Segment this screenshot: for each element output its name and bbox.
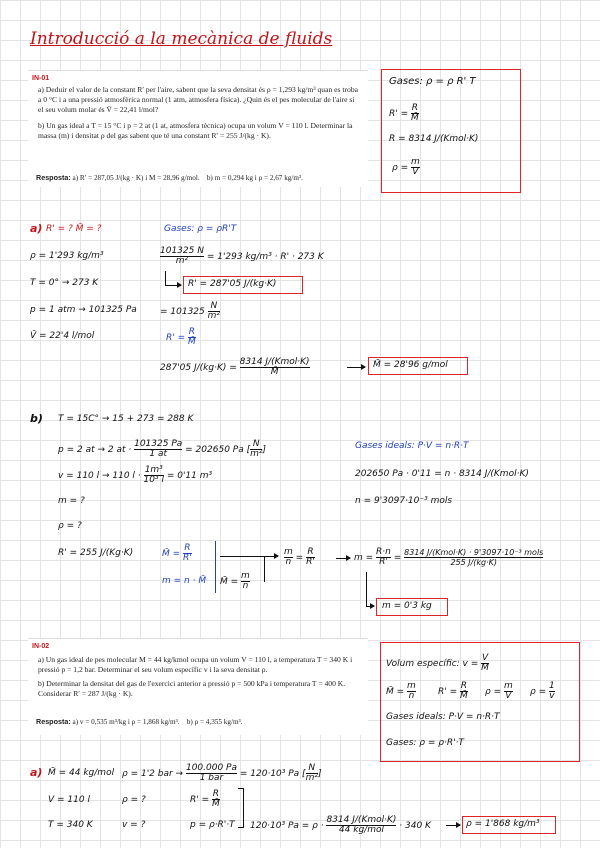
sol-2a-pressure: ρ = 1'2 bar → $\frac{100.000 Pa}{\text{1 bar}}$ = 120·10³ Pa [ $\frac{N}{\text{m²}}$ ] [122,763,322,783]
arrow-up [264,556,265,582]
result-density: ρ = 1'868 kg/m³ [466,819,540,829]
sol-2a-density-unknown: ρ = ? [122,795,146,805]
sol-a-eq2: 287'05 J/(kg·K) = $\frac{\text{8314 J/(Kmol·K)}}{M̄}$ [160,357,310,377]
sol-b-mass-eq: m = $\frac{R\cdot n}{R'}$ = $\frac{\text{8314 J/(Kmol·K) · 9'3097·10⁻³ mols}}{255 J/(kg\cdot K)}$ [354,547,544,567]
answer-b: b) ρ = 4,355 kg/m³. [186,718,243,726]
answer-a: a) v = 0,535 m³/kg i ρ = 1,868 kg/m³. [72,718,180,726]
sol-b-temperature: T = 15C° → 15 + 273 = 288 K [58,414,194,424]
result-rprime: R' = 287'05 J/(kg·K) [188,279,277,289]
sol-2a-specific-volume-unknown: v = ? [122,820,146,830]
sol-2a-rprime: R' = $\frac{R}{M̄}$ [190,789,220,809]
problem-in-01 [28,70,368,187]
sol-b-ideal-gas: Gases ideals: P·V = n·R·T [355,441,469,451]
section-2a-label: a) [30,766,43,779]
sol-b-ideal-eq: 202650 Pa · 0'11 = n · 8314 J/(Kmol·K) [355,469,529,479]
formula-gases: Gases: ρ = ρ R' T [389,76,476,87]
sol-a-pressure-eq: = 101325 $\frac{N}{\text{m²}}$ [160,301,221,321]
sol-a-eq1: $\frac{101325 N}{\text{m²}}$ = 1'293 kg/m³ · R' · 273 K [160,246,324,266]
sol-2a-molar-mass: M̄ = 44 kg/mol [48,768,115,778]
arrow-right [220,556,278,557]
answer-b: b) m = 0,294 kg i ρ = 2,67 kg/m³. [206,174,303,182]
formula-specific-volume: Volum específic: v = $\frac{V}{M}$ [386,653,489,673]
sol-b-density-unknown: ρ = ? [58,521,82,531]
arrow-right [446,825,460,826]
section-b-label: b) [30,412,43,425]
section-a-label: a) [30,222,43,235]
problem-part-b: b) Determinar la densitat del gas de l'exercici anterior a pressió p = 500 kPa i temperatura T = 400 K. Considerar R′ = 287 J/(kg · K). [38,679,346,698]
sol-a-temperature: T = 0° → 273 K [30,278,99,288]
answer-label: Resposta: [36,173,71,182]
formula-rprime: R' = $\frac{R}{M̄}$ [389,103,419,123]
arrow-down [366,572,367,606]
sol-2a-gas-law: p = ρ·R'·T [190,820,235,830]
sol-b-step: $\frac{m}{n}$ = $\frac{R}{R'}$ [284,547,315,567]
problem-answer [36,717,243,727]
arrow-down [165,271,166,285]
result-molar-mass: M̄ = 28'96 g/mol [373,360,448,370]
formula-gases: Gases: ρ = ρ·R'·T [386,738,464,748]
sol-b-mbar-formula: M̄ = $\frac{R}{R'}$ [162,543,192,563]
sol-2a-temperature: T = 340 K [48,820,93,830]
sol-b-mbar2: M̄ = $\frac{m}{n}$ [220,571,250,591]
sol-a-pressure: p = 1 atm → 101325 Pa [30,305,137,315]
problem-answer [36,173,303,183]
problem-part-a: a) Un gas ideal de pes molecular M = 44 kg/kmol ocupa un volum V = 110 l, a temperatura T = 340 K i pressió p = 1,2 bar. Determinar el seu volum específic v i la seva densitat ρ. [38,655,353,674]
arrow-right [165,285,181,286]
sol-b-mass-formula: m = n · M̄ [162,576,207,586]
sol-a-rho: ρ = 1'293 kg/m³ [30,251,104,261]
sol-a-gases: Gases: ρ = ρR'T [164,224,237,234]
arrow-right [366,606,374,607]
sol-2a-volume: V = 110 l [48,795,90,805]
formula-density-specific: ρ = $\frac{1}{v}$ [530,681,555,701]
formula-density: ρ = $\frac{m}{V}$ [485,681,513,701]
sol-b-moles: n = 9'3097·10⁻³ mols [355,496,453,506]
formula-density: ρ = $\frac{m}{V}$ [392,157,420,177]
problem-in-02 [28,638,368,735]
divider [215,541,216,593]
problem-part-a: a) Deduir el valor de la constant R′ per l'aire, sabent que la seva densitat és ρ = 1,293 kg/m³ quan es troba a 0 °C i a una pressió atmosfèrica normal (1 atm, atmosfera física). ¿Quin és el pes molecular de l'aire si el seu volum molar és V̄ = 22,41 l/mol? [38,85,358,114]
brace [238,788,244,828]
arrow-right [336,558,350,559]
answer-a: a) R′ = 287,05 J/(kg · K) i M = 28,96 g/mol. [72,174,200,182]
sol-b-pressure: p = 2 at → 2 at · $\frac{101325 Pa}{1 at}$ = 202650 Pa [ $\frac{N}{\text{m²}}$ ] [58,439,266,459]
problem-id: IN-02 [32,643,50,650]
sol-2a-eq: 120·10³ Pa = ρ · $\frac{\text{8314 J/(Kmol·K)}}{\text{44 kg/mol}}$ · 340 K [250,815,431,835]
result-mass: m = 0'3 kg [382,601,432,611]
problem-id: IN-01 [32,75,50,82]
arrow-right [347,367,365,368]
page-title: Introducció a la mecànica de fluids [30,29,333,49]
sol-a-unknowns: R' = ? M̄ = ? [46,224,102,234]
answer-label: Resposta: [36,717,71,726]
formula-mbar: M̄ = $\frac{m}{n}$ [386,681,416,701]
problem-part-b: b) Un gas ideal a T = 15 °C i p = 2 at (1 at, atmosfera tècnica) ocupa un volum V = 110 l. Determinar la massa (m) i densitat ρ del gas sabent que té una constant R′ = 255 J/(kg · K). [38,121,353,140]
formula-ideal-gas: Gases ideals: P·V = n·R·T [386,712,500,722]
sol-b-volume: v = 110 l → 110 l · $\frac{\text{1m³}}{\text{10³ l}}$ = 0'11 m³ [58,465,213,485]
sol-b-mass-unknown: m = ? [58,496,85,506]
formula-rprime: R' = $\frac{R}{M̄}$ [438,681,468,701]
formula-r-value: R = 8314 J/(Kmol·K) [389,134,479,144]
sol-b-rprime: R' = 255 J/(Kg·K) [58,548,134,558]
sol-a-rprime-formula: R' = $\frac{R}{M̄}$ [166,327,196,347]
sol-a-volume: V̄ = 22'4 l/mol [30,331,95,341]
